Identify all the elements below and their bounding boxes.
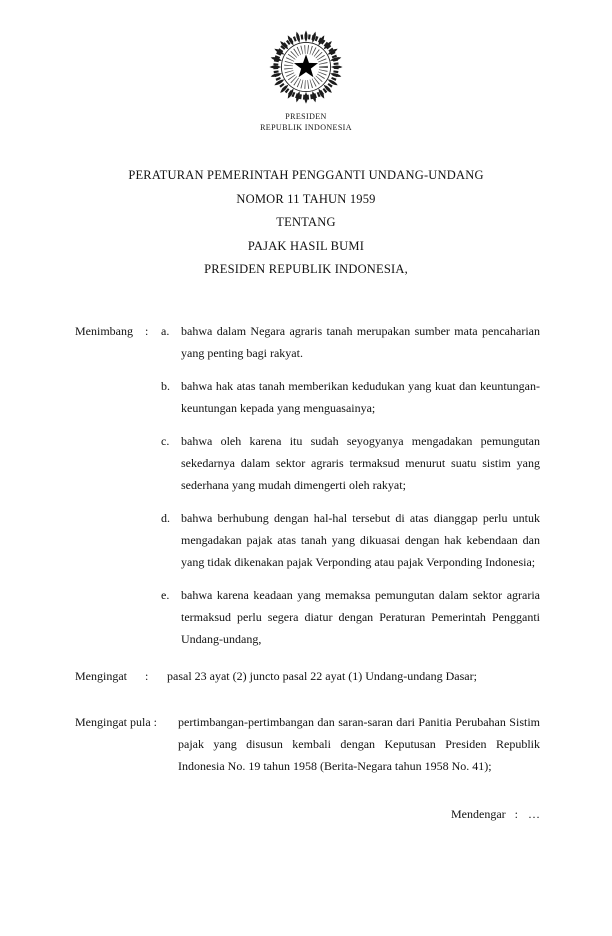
item-text: bahwa karena keadaan yang memaksa pemungutan dalam sektor agraria termaksud perlu segera diatur dengan Peraturan Pemerintah Pengganti Undang-undang, (181, 587, 540, 646)
mengingat-pula-section (75, 711, 540, 777)
item-marker: c. (161, 433, 170, 448)
mengingat-text: pasal 23 ayat (2) juncto pasal 22 ayat (1) Undang-undang Dasar; (167, 668, 477, 683)
item-text: bahwa berhubung dengan hal-hal tersebut di atas dianggap perlu untuk mengadakan pajak atas tanah yang dikuasai dengan hak kebendaan dan yang tidak dikenakan pajak Verponding atau pajak Verponding Indonesia; (181, 510, 540, 569)
agency-line-republik-indonesia: REPUBLIK INDONESIA (260, 123, 352, 132)
menimbang-section (75, 320, 540, 650)
mendengar-colon: : (514, 806, 518, 821)
item-text: bahwa dalam Negara agraris tanah merupakan sumber mata pencaharian yang penting bagi rakyat. (181, 323, 540, 360)
emblem (0, 27, 612, 107)
title-subject: PAJAK HASIL BUMI (247, 238, 365, 253)
agency-line-presiden: PRESIDEN (285, 112, 327, 121)
list-item (161, 430, 540, 496)
mengingat-colon: : (145, 668, 149, 683)
document-title-block (0, 164, 612, 282)
menimbang-items (161, 320, 540, 650)
title-number-year: NOMOR 11 TAHUN 1959 (236, 191, 376, 206)
list-item (161, 375, 540, 419)
title-tentang: TENTANG (276, 215, 336, 229)
list-item (161, 320, 540, 364)
list-item (161, 507, 540, 573)
item-marker: a. (161, 323, 170, 338)
mengingat-label: Mengingat (75, 668, 127, 683)
mendengar-ellipsis: … (528, 806, 540, 821)
mendengar-label: Mendengar (451, 806, 506, 821)
title-president-line: PRESIDEN REPUBLIK INDONESIA, (204, 262, 408, 276)
item-text: bahwa oleh karena itu sudah seyogyanya mengadakan pemungutan sekedarnya dalam sektor agraris termaksud menurut suatu sistim yang sederhana yang mudah dimengerti oleh rakyat; (181, 433, 540, 492)
item-marker: e. (161, 587, 170, 602)
menimbang-colon: : (145, 323, 149, 338)
menimbang-label: Menimbang (75, 323, 133, 338)
item-marker: d. (161, 510, 170, 525)
mengingat-pula-text: pertimbangan-pertimbangan dan saran-saran dari Panitia Perubahan Sistim pajak yang disusun kembali dengan Keputusan Presiden Republik Indonesia No. 19 tahun 1958 (Berita-Negara tahun 1958 No. 41); (178, 714, 540, 773)
mengingat-section (75, 665, 540, 687)
title-regulation-type: PERATURAN PEMERINTAH PENGGANTI UNDANG-UNDANG (128, 168, 484, 182)
mendengar-line (75, 803, 540, 825)
item-text: bahwa hak atas tanah memberikan kedudukan yang kuat dan keuntungan-keuntungan kepada yang menguasainya; (181, 378, 540, 415)
document-body (75, 320, 540, 825)
agency-header (0, 111, 612, 133)
presidential-star-wreath-icon (267, 27, 345, 107)
mengingat-pula-label: Mengingat pula : (75, 714, 157, 729)
list-item (161, 584, 540, 650)
item-marker: b. (161, 378, 170, 393)
